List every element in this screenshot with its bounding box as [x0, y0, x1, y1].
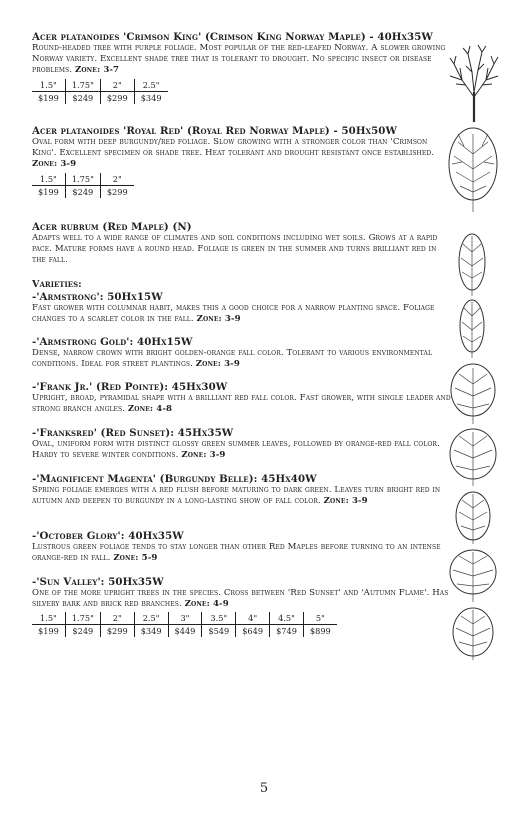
price-table [32, 612, 337, 637]
variety-title: -'Franksred' (Red Sunset): 45Hx35W [32, 427, 234, 439]
variety-title: -'Magnificent Magenta' (Burgundy Belle): 45Hx40W [32, 473, 317, 485]
variety-description: Oval, uniform form with distinct glossy green summer leaves, followed by orange-red fall color. Hardy to severe winter conditions. Zone: 3-9 [32, 439, 440, 461]
entry-title: Acer rubrum (Red Maple) (N) [32, 221, 192, 233]
entry-description: Round-headed tree with purple foliage. Most popular of the red-leafed Norway. A slower growing Norway variety. Excellent shade tree that is tolerant to drought. No specific insect or disease problems. Zone: 3-7 [32, 43, 446, 76]
entry-crimson-king [32, 31, 452, 104]
variety-description: Spring foliage emerges with a red flush before maturing to dark green. Leaves turn bright red in autumn and deepen to burgundy in a long-lasting show of fall color. Zone: 3-9 [32, 485, 441, 507]
variety-october-glory [32, 530, 452, 564]
size-cell: 1.75" [65, 612, 100, 625]
round-tree-icon [446, 548, 500, 604]
size-cell: 1.75" [65, 79, 100, 92]
price-cell: $199 [38, 186, 59, 197]
price-cell: $349 [134, 91, 167, 104]
variety-description: Lustrous green foliage tends to stay longer than other Red Maples before turning to an intense orange-red in fall. Zone: 5-9 [32, 542, 441, 564]
price-cell: $199 [38, 626, 59, 637]
varieties-heading: Varieties: [32, 279, 82, 290]
price-cell: $199 [38, 92, 59, 103]
size-cell: 1.5" [32, 79, 65, 92]
size-cell: 4.5" [270, 612, 304, 625]
variety-title: -'October Glory': 40Hx35W [32, 530, 184, 542]
variety-armstrong [32, 291, 452, 325]
price-cell: $549 [202, 625, 236, 638]
size-cell: 1.5" [32, 173, 65, 186]
variety-title: -'Frank Jr.' (Red Pointe): 45Hx30W [32, 381, 228, 393]
variety-magnificent-magenta [32, 473, 452, 507]
variety-description: Upright, broad, pyramidal shape with a brilliant red fall color. Fast grower, with single leader and strong branch angles. Zone: 4-8 [32, 393, 451, 415]
price-cell: $449 [168, 625, 202, 638]
price-cell: $249 [65, 185, 100, 198]
size-cell: 2" [100, 79, 134, 92]
price-cell: $249 [65, 91, 100, 104]
size-cell: 2.5" [134, 79, 167, 92]
price-cell: $299 [100, 91, 134, 104]
variety-frank-jr [32, 381, 452, 415]
size-cell: 3" [168, 612, 202, 625]
columnar-tree-icon [452, 298, 492, 360]
columnar-tree-icon [452, 232, 492, 298]
size-cell: 2" [100, 612, 134, 625]
oval-tree-icon [444, 124, 502, 214]
variety-description: Fast grower with columnar habit, makes this a good choice for a narrow planting space. Foliage changes to a scarlet color in the fall. Zone: 3-9 [32, 303, 435, 325]
variety-description: One of the more upright trees in the species. Cross between 'Red Sunset' and 'Autumn Flame'. Has silvery bark and brick red branches. Zone: 4-9 [32, 588, 449, 610]
size-cell: 1.5" [32, 612, 65, 625]
size-cell: 5" [303, 612, 336, 625]
variety-description: Dense, narrow crown with bright golden-orange fall color. Tolerant to various environmental conditions. Ideal for street plantings. Zone: 3-9 [32, 348, 433, 370]
variety-armstrong-gold [32, 336, 452, 370]
price-table [32, 79, 168, 104]
entry-royal-red [32, 125, 452, 198]
variety-title: -'Armstrong': 50Hx15W [32, 291, 163, 303]
price-cell: $349 [134, 625, 168, 638]
price-table [32, 173, 134, 198]
price-cell: $249 [65, 625, 100, 638]
entry-red-maple [32, 221, 452, 267]
price-cell: $899 [303, 625, 336, 638]
size-cell: 4" [236, 612, 270, 625]
bare-tree-icon [446, 42, 502, 122]
size-cell: 1.75" [65, 173, 100, 186]
price-cell: $649 [236, 625, 270, 638]
round-tree-icon [446, 426, 500, 488]
variety-title: -'Armstrong Gold': 40Hx15W [32, 336, 193, 348]
price-cell: $749 [270, 625, 304, 638]
round-tree-icon [447, 362, 499, 426]
variety-franksred [32, 427, 452, 461]
size-cell: 2.5" [134, 612, 168, 625]
size-cell: 2" [100, 173, 133, 186]
page-number: 5 [259, 781, 269, 796]
variety-sun-valley [32, 576, 452, 637]
variety-title: -'Sun Valley': 50Hx35W [32, 576, 164, 588]
entry-title: Acer platanoides 'Royal Red' (Royal Red Norway Maple) - 50Hx50W [32, 125, 398, 137]
size-cell: 3.5" [202, 612, 236, 625]
entry-description: Oval form with deep burgundy/red foliage. Slow growing with a stronger color than 'Crimson King'. Excellent specimen or shade tree. Heat tolerant and drought resistant once established. Zone: 3-9 [32, 137, 435, 170]
price-cell: $299 [100, 185, 133, 198]
price-cell: $299 [100, 625, 134, 638]
entry-description: Adapts well to a wide range of climates and soil conditions including wet soils. Grows at a rapid pace. Mature forms have a round head. Foliage is green in the summer and turns brilliant red in the fall. [32, 233, 438, 266]
entry-title: Acer platanoides 'Crimson King' (Crimson King Norway Maple) - 40Hx35W [32, 31, 433, 43]
oval-tree-icon [450, 490, 496, 546]
oval-tree-icon [448, 606, 498, 662]
